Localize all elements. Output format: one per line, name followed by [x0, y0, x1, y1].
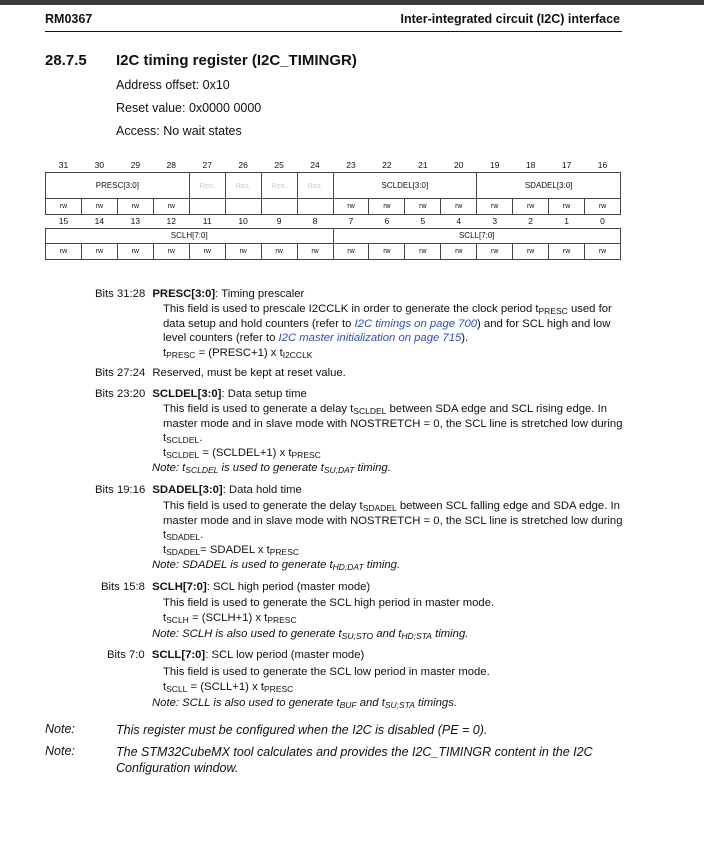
bit-number: 19 — [489, 159, 500, 170]
sclh-description — [163, 596, 494, 625]
desc-line: master mode and in slave mode with NOSTRETCH = 0, the SCL line is stretched low during — [163, 417, 623, 430]
desc-line: $t_{SDADEL}$. — [163, 529, 204, 542]
access-rw: rw — [333, 243, 369, 259]
bit-number: 1 — [564, 216, 569, 226]
bits-range: Bits 27:24 — [95, 367, 146, 379]
desc-line: master mode and in slave mode with NOSTRETCH = 0, the SCL line is stretched low during — [163, 514, 623, 527]
access-rw: rw — [46, 243, 82, 259]
field-scll: SCLL[7:0] — [333, 228, 621, 243]
access-rw: rw — [441, 198, 477, 214]
bit-number: 26 — [238, 159, 248, 170]
field-sdadel: SDADEL[3:0] — [477, 172, 621, 198]
desc-line: This field is used to generate the delay $t_{SDADEL}$ between SCL falling edge and SDA edge. In — [163, 500, 620, 513]
access-rw: rw — [477, 243, 513, 259]
bits-range: Bits 15:8 — [101, 581, 145, 593]
scldel-description — [163, 402, 623, 460]
bits-range: Bits 7:0 — [107, 649, 145, 661]
bit-number: 20 — [454, 159, 464, 170]
bit-number: 22 — [382, 159, 392, 170]
bit-number: 3 — [492, 216, 498, 226]
desc-line: This field is used to generate the SCL low period in master mode. — [163, 666, 490, 678]
access-rw: rw — [46, 198, 82, 214]
bits-range: Bits 23:20 — [95, 388, 146, 400]
bit-number: 24 — [310, 159, 320, 170]
bit-number: 15 — [58, 216, 69, 226]
bit-number: 7 — [348, 216, 354, 226]
access-rw: rw — [225, 243, 261, 259]
field-name: SCLL[7:0] — [151, 649, 206, 661]
access-rw: rw — [369, 243, 405, 259]
bit-number: 18 — [525, 159, 536, 170]
field-summary: Reserved, must be kept at reset value. — [152, 367, 346, 379]
bit-number: 21 — [418, 159, 428, 170]
bits-range: Bits 19:16 — [95, 484, 146, 496]
access-rw: rw — [297, 243, 333, 259]
sclh-bits-line — [101, 580, 370, 595]
scll-bits-line — [107, 648, 364, 663]
section-number: 28.7.5 — [45, 52, 87, 69]
desc-line: level counters (refer to I2C master initialization on page 715). — [163, 332, 469, 344]
register-table — [45, 158, 621, 260]
doc-id: RM0367 — [45, 12, 93, 26]
access-empty — [225, 198, 261, 214]
access-rw: rw — [189, 243, 225, 259]
note-text: This register must be configured when the I2C is disabled (PE = 0). — [116, 723, 488, 737]
field-presc: PRESC[3:0] — [46, 172, 190, 198]
formula: $t_{SCLDEL}$ = (SCLDEL+1) x $t_{PRESC}$ — [163, 446, 321, 460]
bit-number: 29 — [130, 159, 141, 170]
top-bar — [0, 0, 704, 5]
presc-bits-line — [95, 287, 304, 302]
desc-line: This field is used to generate the SCL high period in master mode. — [163, 597, 495, 609]
note-text: The STM32CubeMX tool calculates and provides the I2C_TIMINGR content in the I2C Configuration window. — [116, 745, 593, 775]
access-rw: rw — [405, 243, 441, 259]
bit-number: 12 — [166, 216, 177, 226]
sdadel-bits-line — [95, 483, 302, 498]
bit-number: 27 — [202, 159, 212, 170]
sdadel-description — [163, 499, 623, 557]
access-rw: rw — [513, 198, 549, 214]
bit-number: 5 — [420, 216, 426, 226]
desc-line: $t_{SCLDEL}$. — [163, 432, 203, 445]
lower-bit-numbers — [46, 214, 621, 228]
upper-access — [46, 198, 621, 214]
access-rw: rw — [261, 243, 297, 259]
reserved-bits-line — [95, 366, 346, 381]
field-name: SCLH[7:0] — [152, 581, 207, 593]
formula: $t_{PRESC}$ = (PRESC+1) x $t_{I2CCLK}$ — [163, 346, 313, 360]
note-label: Note: — [45, 722, 75, 736]
field-scldel: SCLDEL[3:0] — [333, 172, 477, 198]
header-rule — [45, 31, 622, 32]
access-rw: rw — [333, 198, 369, 214]
bit-number: 13 — [130, 216, 141, 226]
bits-range: Bits 31:28 — [95, 288, 146, 300]
formula: $t_{SDADEL}=$ SDADEL x $t_{PRESC}$ — [163, 543, 300, 557]
bit-number: 17 — [561, 159, 572, 170]
desc-line: data setup and hold counters (refer to I2C timings on page 700) and for SCL high and low — [163, 317, 611, 330]
presc-description — [163, 302, 612, 360]
scll-note: Note: SCLL is also used to generate $t_{BUF}$ and $t_{SU;STA}$ timings. — [152, 697, 457, 710]
access-rw: rw — [81, 243, 117, 259]
bit-number: 23 — [346, 159, 356, 170]
bit-number: 2 — [528, 216, 534, 226]
field-summary: : SCL low period (master mode) — [205, 649, 365, 661]
access: Access: No wait states — [116, 124, 242, 138]
link-i2c-timings[interactable]: I2C timings on page 700 — [354, 317, 478, 330]
address-offset: Address offset: 0x10 — [116, 78, 230, 92]
access-empty — [261, 198, 297, 214]
access-rw: rw — [549, 198, 585, 214]
bit-number: 10 — [238, 216, 248, 226]
field-reserved: Res. — [261, 172, 297, 198]
access-rw: rw — [585, 198, 621, 214]
upper-field-names — [46, 172, 621, 198]
link-i2c-master-init[interactable]: I2C master initialization on page 715 — [278, 332, 462, 344]
access-rw: rw — [153, 198, 189, 214]
sdadel-note: Note: SDADEL is used to generate $t_{HD;DAT}$ timing. — [152, 559, 401, 572]
access-rw: rw — [405, 198, 441, 214]
bit-number: 30 — [94, 159, 105, 170]
access-rw: rw — [477, 198, 513, 214]
scll-description — [163, 665, 490, 694]
access-rw: rw — [549, 243, 585, 259]
bit-number: 11 — [202, 216, 212, 226]
bit-number: 14 — [94, 216, 105, 226]
access-rw: rw — [585, 243, 621, 259]
chapter-title: Inter-integrated circuit (I2C) interface — [400, 12, 620, 26]
field-summary: : Data setup time — [221, 388, 307, 400]
formula: $t_{SCLH}$ = (SCLH+1) x $t_{PRESC}$ — [163, 611, 297, 625]
access-rw: rw — [81, 198, 117, 214]
desc-line: This field is used to prescale I2CCLK in order to generate the clock period $t_{PRESC}$ used for — [163, 303, 612, 316]
field-reserved: Res. — [225, 172, 261, 198]
bit-number: 0 — [600, 216, 605, 226]
bit-number: 9 — [276, 216, 282, 226]
upper-bit-numbers — [46, 158, 621, 172]
field-name: SCLDEL[3:0] — [152, 388, 222, 400]
reset-value: Reset value: 0x0000 0000 — [116, 101, 262, 115]
access-empty — [297, 198, 333, 214]
lower-access — [46, 243, 621, 259]
lower-field-names — [46, 228, 621, 243]
note-label: Note: — [45, 744, 75, 758]
access-rw: rw — [369, 198, 405, 214]
field-name: SDADEL[3:0] — [152, 484, 223, 496]
desc-line: This field is used to generate a delay $t_{SCLDEL}$ between SDA edge and SCL rising edge. In — [163, 403, 608, 416]
access-rw: rw — [441, 243, 477, 259]
section-title: I2C timing register (I2C_TIMINGR) — [116, 52, 357, 69]
access-rw: rw — [117, 243, 153, 259]
bit-number: 16 — [597, 159, 608, 170]
scldel-note: Note: $t_{SCLDEL}$ is used to generate $t_{SU;DAT}$ timing. — [152, 462, 391, 475]
bit-number: 28 — [166, 159, 177, 170]
field-summary: : Timing prescaler — [215, 288, 305, 300]
bit-number: 8 — [312, 216, 318, 226]
field-summary: : SCL high period (master mode) — [206, 581, 371, 593]
field-name: PRESC[3:0] — [152, 288, 216, 300]
access-rw: rw — [513, 243, 549, 259]
access-empty — [189, 198, 225, 214]
scldel-bits-line — [95, 387, 307, 402]
bit-number: 25 — [274, 159, 284, 170]
access-rw: rw — [153, 243, 189, 259]
field-reserved: Res. — [297, 172, 333, 198]
bit-number: 31 — [58, 159, 69, 170]
access-rw: rw — [117, 198, 153, 214]
bit-number: 4 — [456, 216, 462, 226]
field-sclh: SCLH[7:0] — [46, 228, 334, 243]
field-reserved: Res. — [189, 172, 225, 198]
sclh-note: Note: SCLH is also used to generate $t_{SU;STO}$ and $t_{HD;STA}$ timing. — [152, 628, 469, 641]
bit-number: 6 — [384, 216, 390, 226]
formula: $t_{SCLL}$ = (SCLL+1) x $t_{PRESC}$ — [163, 680, 294, 694]
field-summary: : Data hold time — [222, 484, 302, 496]
